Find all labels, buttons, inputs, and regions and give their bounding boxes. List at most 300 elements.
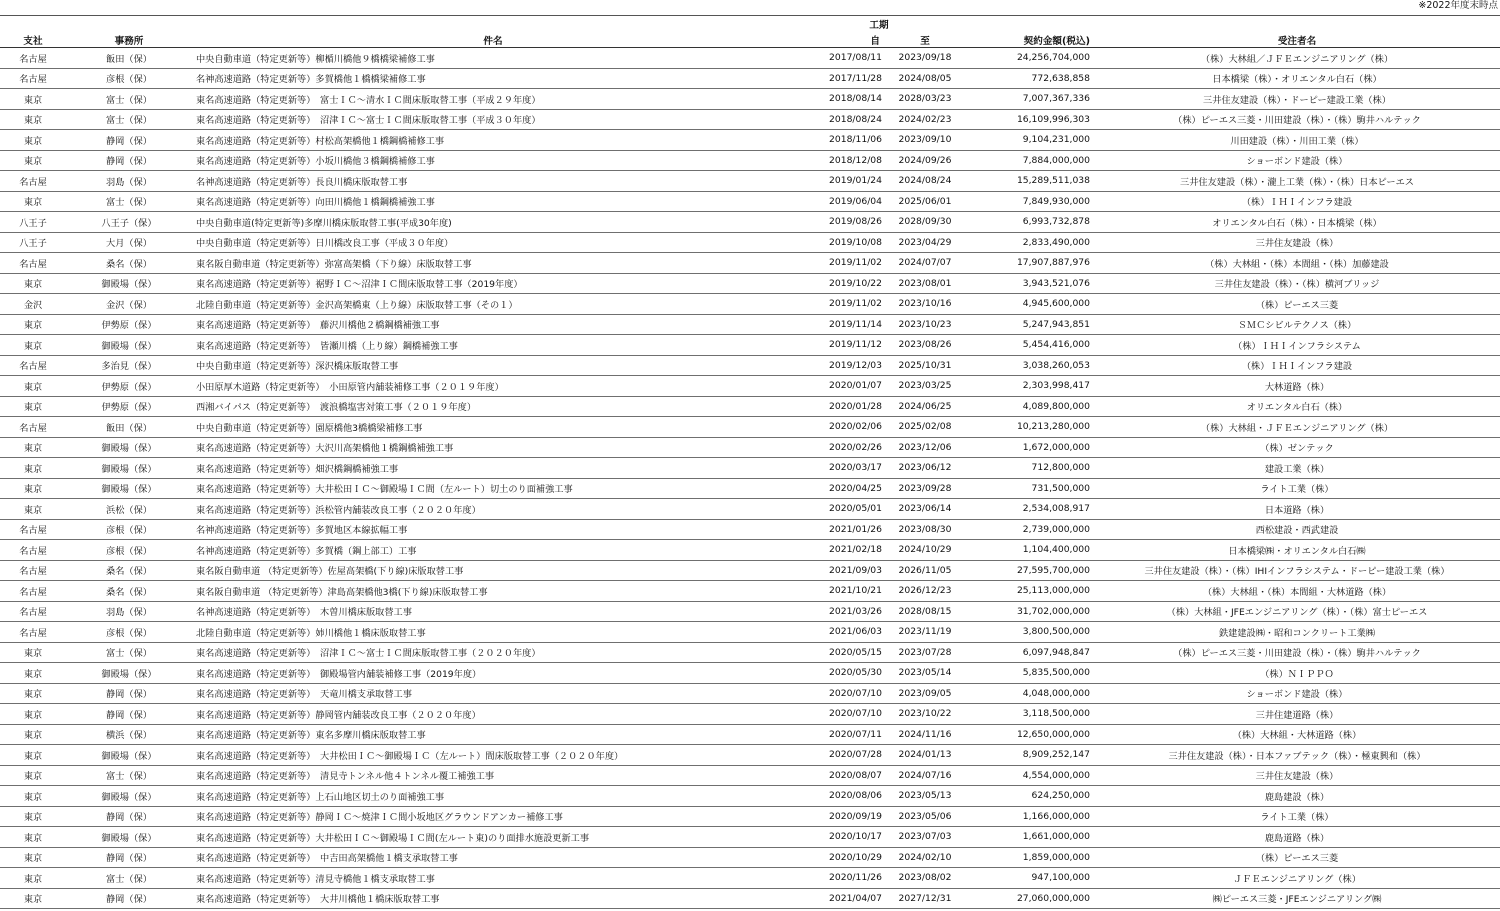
cell-amount: 947,100,000	[964, 868, 1094, 889]
table-row	[0, 601, 1500, 622]
cell-contractor: 三井住友建設（株）・（株）IHIインフラシステム・ドーピー建設工業（株）	[1094, 560, 1500, 581]
cell-branch: 東京	[0, 130, 66, 151]
cell-to: 2028/09/30	[886, 212, 964, 233]
cell-office: 御殿場（保）	[66, 663, 192, 684]
cell-from: 2021/06/03	[794, 622, 886, 643]
cell-to: 2023/12/06	[886, 437, 964, 458]
cell-branch: 東京	[0, 314, 66, 335]
cell-from: 2021/10/21	[794, 581, 886, 602]
cell-contractor: 三井住友建設（株）・（株）横河ブリッジ	[1094, 273, 1500, 294]
cell-contractor: ＳＭＣシビルテクノス（株）	[1094, 314, 1500, 335]
cell-amount: 17,907,887,976	[964, 253, 1094, 274]
cell-name: 小田原厚木道路（特定更新等） 小田原管内舗装補修工事（２０１９年度）	[192, 376, 794, 397]
cell-to: 2023/05/14	[886, 663, 964, 684]
cell-contractor: （株）大林組・大林道路（株）	[1094, 724, 1500, 745]
cell-office: 飯田（保）	[66, 48, 192, 69]
cell-from: 2020/03/17	[794, 458, 886, 479]
cell-office: 飯田（保）	[66, 417, 192, 438]
cell-contractor: ショーボンド建設（株）	[1094, 683, 1500, 704]
table-row	[0, 458, 1500, 479]
table-row	[0, 437, 1500, 458]
cell-amount: 3,038,260,053	[964, 355, 1094, 376]
cell-office: 御殿場（保）	[66, 458, 192, 479]
cell-to: 2023/09/05	[886, 683, 964, 704]
cell-branch: 金沢	[0, 294, 66, 315]
cell-amount: 731,500,000	[964, 478, 1094, 499]
table-row	[0, 581, 1500, 602]
table-row	[0, 765, 1500, 786]
cell-to: 2024/09/26	[886, 150, 964, 171]
cell-amount: 8,909,252,147	[964, 745, 1094, 766]
cell-branch: 東京	[0, 150, 66, 171]
header-contractor: 受注者名	[1094, 32, 1500, 48]
cell-from: 2019/12/03	[794, 355, 886, 376]
cell-name: 東名高速道路（特定更新等） 富士ＩＣ～清水ＩＣ間床版取替工事（平成２９年度）	[192, 89, 794, 110]
cell-name: 中央自動車道（特定更新等）日川橋改良工事（平成３０年度）	[192, 232, 794, 253]
cell-contractor: （株）ＩＨＩインフラ建設	[1094, 355, 1500, 376]
cell-name: 名神高速道路（特定更新等）多賀橋他１橋橋梁補修工事	[192, 68, 794, 89]
cell-amount: 1,166,000,000	[964, 806, 1094, 827]
cell-from: 2020/07/10	[794, 704, 886, 725]
table-row	[0, 786, 1500, 807]
cell-name: 東名阪自動車道 （特定更新等）津島高架橋他3橋(下り線)床版取替工事	[192, 581, 794, 602]
cell-branch: 名古屋	[0, 540, 66, 561]
cell-branch: 東京	[0, 888, 66, 909]
cell-contractor: ㈱ピーエス三菱・JFEエンジニアリング㈱	[1094, 888, 1500, 909]
cell-office: 富士（保）	[66, 642, 192, 663]
cell-amount: 12,650,000,000	[964, 724, 1094, 745]
cell-to: 2028/08/15	[886, 601, 964, 622]
cell-to: 2024/01/13	[886, 745, 964, 766]
cell-office: 静岡（保）	[66, 130, 192, 151]
cell-to: 2024/10/29	[886, 540, 964, 561]
cell-contractor: 日本橋梁（株）・オリエンタル白石（株）	[1094, 68, 1500, 89]
cell-contractor: 鹿島建設（株）	[1094, 786, 1500, 807]
table-body	[0, 48, 1500, 909]
cell-to: 2025/06/01	[886, 191, 964, 212]
cell-office: 静岡（保）	[66, 704, 192, 725]
cell-contractor: （株）大林組・ＪＦＥエンジニアリング（株）	[1094, 417, 1500, 438]
cell-office: 富士（保）	[66, 109, 192, 130]
cell-contractor: 鹿島道路（株）	[1094, 827, 1500, 848]
cell-to: 2024/02/10	[886, 847, 964, 868]
cell-to: 2026/12/23	[886, 581, 964, 602]
cell-name: 東名阪自動車道（特定更新等）弥富高架橋（下り線）床版取替工事	[192, 253, 794, 274]
cell-from: 2020/09/19	[794, 806, 886, 827]
cell-contractor: 日本橋梁㈱・オリエンタル白石㈱	[1094, 540, 1500, 561]
cell-branch: 東京	[0, 704, 66, 725]
cell-to: 2024/08/24	[886, 171, 964, 192]
cell-branch: 東京	[0, 642, 66, 663]
cell-office: 静岡（保）	[66, 150, 192, 171]
cell-from: 2021/02/18	[794, 540, 886, 561]
table-row	[0, 478, 1500, 499]
cell-amount: 7,884,000,000	[964, 150, 1094, 171]
cell-name: 東名高速道路（特定更新等）大沢川高架橋他１橋鋼橋補強工事	[192, 437, 794, 458]
cell-to: 2023/05/06	[886, 806, 964, 827]
cell-amount: 25,113,000,000	[964, 581, 1094, 602]
cell-branch: 八王子	[0, 232, 66, 253]
cell-contractor: ショーボンド建設（株）	[1094, 150, 1500, 171]
cell-from: 2018/08/24	[794, 109, 886, 130]
cell-name: 東名高速道路（特定更新等）浜松管内舗装改良工事（２０２０年度）	[192, 499, 794, 520]
cell-name: 東名高速道路（特定更新等） 藤沢川橋他２橋鋼橋補強工事	[192, 314, 794, 335]
cell-contractor: ＪＦＥエンジニアリング（株）	[1094, 868, 1500, 889]
cell-branch: 東京	[0, 458, 66, 479]
cell-branch: 東京	[0, 437, 66, 458]
table-row	[0, 150, 1500, 171]
table-row	[0, 806, 1500, 827]
cell-office: 伊勢原（保）	[66, 314, 192, 335]
cell-name: 北陸自動車道（特定更新等）姉川橋他１橋床版取替工事	[192, 622, 794, 643]
cell-amount: 4,048,000,000	[964, 683, 1094, 704]
cell-contractor: （株）ピーエス三菱	[1094, 294, 1500, 315]
cell-amount: 2,534,008,917	[964, 499, 1094, 520]
cell-amount: 7,007,367,336	[964, 89, 1094, 110]
cell-name: 東名高速道路（特定更新等）東名多摩川橋床版取替工事	[192, 724, 794, 745]
table-row	[0, 314, 1500, 335]
cell-office: 八王子（保）	[66, 212, 192, 233]
cell-branch: 東京	[0, 89, 66, 110]
table-row	[0, 294, 1500, 315]
cell-to: 2023/09/18	[886, 48, 964, 69]
cell-amount: 4,945,600,000	[964, 294, 1094, 315]
cell-name: 東名高速道路（特定更新等）大井松田ＩＣ～御殿場ＩＣ間(左ルート東)のり面排水施設更新工事	[192, 827, 794, 848]
header-branch: 支社	[0, 32, 66, 48]
cell-to: 2027/12/31	[886, 888, 964, 909]
cell-from: 2021/04/07	[794, 888, 886, 909]
cell-branch: 名古屋	[0, 253, 66, 274]
cell-branch: 名古屋	[0, 519, 66, 540]
cell-name: 名神高速道路（特定更新等）多賀橋（鋼上部工）工事	[192, 540, 794, 561]
cell-contractor: 川田建設（株）・川田工業（株）	[1094, 130, 1500, 151]
cell-name: 東名高速道路（特定更新等）静岡管内舗装改良工事（２０２０年度）	[192, 704, 794, 725]
cell-contractor: 三井住友建設（株）	[1094, 765, 1500, 786]
cell-name: 東名高速道路（特定更新等） 沼津ＩＣ～富士ＩＣ間床版取替工事（２０２０年度）	[192, 642, 794, 663]
cell-from: 2021/09/03	[794, 560, 886, 581]
cell-branch: 東京	[0, 786, 66, 807]
cell-name: 東名高速道路（特定更新等） 中吉田高架橋他１橋支承取替工事	[192, 847, 794, 868]
table-row	[0, 417, 1500, 438]
cell-office: 彦根（保）	[66, 519, 192, 540]
cell-to: 2023/10/23	[886, 314, 964, 335]
cell-office: 富士（保）	[66, 868, 192, 889]
table-row	[0, 642, 1500, 663]
cell-name: 北陸自動車道（特定更新等）金沢高架橋東（上り線）床版取替工事（その１）	[192, 294, 794, 315]
cell-amount: 1,661,000,000	[964, 827, 1094, 848]
cell-name: 中央自動車道（特定更新等）園原橋他3橋橋梁補修工事	[192, 417, 794, 438]
cell-amount: 15,289,511,038	[964, 171, 1094, 192]
cell-branch: 東京	[0, 376, 66, 397]
cell-office: 伊勢原（保）	[66, 396, 192, 417]
cell-branch: 名古屋	[0, 417, 66, 438]
cell-from: 2019/08/26	[794, 212, 886, 233]
cell-amount: 31,702,000,000	[964, 601, 1094, 622]
cell-branch: 東京	[0, 396, 66, 417]
cell-branch: 名古屋	[0, 581, 66, 602]
table-row	[0, 396, 1500, 417]
cell-office: 彦根（保）	[66, 68, 192, 89]
cell-name: 東名高速道路（特定更新等）清見寺橋他１橋支承取替工事	[192, 868, 794, 889]
cell-office: 羽島（保）	[66, 601, 192, 622]
table-row	[0, 663, 1500, 684]
cell-office: 御殿場（保）	[66, 745, 192, 766]
cell-office: 多治見（保）	[66, 355, 192, 376]
cell-branch: 東京	[0, 273, 66, 294]
cell-office: 彦根（保）	[66, 622, 192, 643]
cell-name: 東名高速道路（特定更新等）裾野ＩＣ～沼津ＩＣ間床版取替工事（2019年度）	[192, 273, 794, 294]
cell-name: 中央自動車道(特定更新等)多摩川橋床版取替工事(平成30年度)	[192, 212, 794, 233]
header-amount: 契約金額(税込)	[964, 32, 1094, 48]
table-row	[0, 622, 1500, 643]
cell-branch: 八王子	[0, 212, 66, 233]
cell-from: 2020/07/10	[794, 683, 886, 704]
cell-contractor: ライト工業（株）	[1094, 478, 1500, 499]
cell-amount: 9,104,231,000	[964, 130, 1094, 151]
cell-to: 2023/08/02	[886, 868, 964, 889]
cell-amount: 7,849,930,000	[964, 191, 1094, 212]
cell-from: 2020/10/17	[794, 827, 886, 848]
table-row	[0, 376, 1500, 397]
cell-name: 中央自動車道（特定更新等）柳楯川橋他９橋橋梁補修工事	[192, 48, 794, 69]
cell-from: 2019/11/02	[794, 294, 886, 315]
cell-to: 2023/09/10	[886, 130, 964, 151]
cell-to: 2023/06/12	[886, 458, 964, 479]
table-row	[0, 335, 1500, 356]
cell-name: 東名高速道路（特定更新等）畑沢橋鋼橋補強工事	[192, 458, 794, 479]
cell-to: 2023/05/13	[886, 786, 964, 807]
cell-to: 2023/08/01	[886, 273, 964, 294]
cell-branch: 東京	[0, 191, 66, 212]
cell-office: 羽島（保）	[66, 171, 192, 192]
cell-from: 2019/10/08	[794, 232, 886, 253]
cell-from: 2021/01/26	[794, 519, 886, 540]
cell-to: 2024/07/16	[886, 765, 964, 786]
cell-to: 2023/07/03	[886, 827, 964, 848]
cell-to: 2023/07/28	[886, 642, 964, 663]
cell-office: 金沢（保）	[66, 294, 192, 315]
cell-name: 名神高速道路（特定更新等） 木曽川橋床版取替工事	[192, 601, 794, 622]
cell-branch: 東京	[0, 724, 66, 745]
cell-to: 2023/03/25	[886, 376, 964, 397]
cell-from: 2020/02/06	[794, 417, 886, 438]
cell-contractor: （株）大林組／ＪＦＥエンジニアリング（株）	[1094, 48, 1500, 69]
cell-from: 2020/11/26	[794, 868, 886, 889]
cell-to: 2024/02/23	[886, 109, 964, 130]
cell-office: 彦根（保）	[66, 540, 192, 561]
cell-amount: 1,104,400,000	[964, 540, 1094, 561]
cell-branch: 東京	[0, 109, 66, 130]
cell-to: 2023/10/22	[886, 704, 964, 725]
table-row	[0, 191, 1500, 212]
cell-office: 御殿場（保）	[66, 827, 192, 848]
header-row-period	[0, 16, 1500, 33]
cell-amount: 4,554,000,000	[964, 765, 1094, 786]
cell-name: 名神高速道路（特定更新等）多賀地区本線拡幅工事	[192, 519, 794, 540]
cell-name: 東名高速道路（特定更新等）向田川橋他１橋鋼橋補強工事	[192, 191, 794, 212]
cell-amount: 16,109,996,303	[964, 109, 1094, 130]
cell-office: 富士（保）	[66, 89, 192, 110]
cell-branch: 東京	[0, 499, 66, 520]
table-row	[0, 827, 1500, 848]
cell-to: 2023/10/16	[886, 294, 964, 315]
table-row	[0, 68, 1500, 89]
cell-name: 東名高速道路（特定更新等）上石山地区切土のり面補強工事	[192, 786, 794, 807]
cell-amount: 2,303,998,417	[964, 376, 1094, 397]
table-header	[0, 16, 1500, 48]
cell-name: 中央自動車道（特定更新等）深沢橋床版取替工事	[192, 355, 794, 376]
cell-to: 2024/06/25	[886, 396, 964, 417]
cell-amount: 4,089,800,000	[964, 396, 1094, 417]
cell-contractor: 三井住友建設（株）・ドーピー建設工業（株）	[1094, 89, 1500, 110]
cell-from: 2018/12/08	[794, 150, 886, 171]
cell-from: 2020/01/28	[794, 396, 886, 417]
cell-from: 2018/11/06	[794, 130, 886, 151]
cell-to: 2025/02/08	[886, 417, 964, 438]
cell-contractor: （株）ＮＩＰＰＯ	[1094, 663, 1500, 684]
cell-from: 2021/03/26	[794, 601, 886, 622]
cell-from: 2020/04/25	[794, 478, 886, 499]
cell-amount: 5,247,943,851	[964, 314, 1094, 335]
cell-contractor: 日本道路（株）	[1094, 499, 1500, 520]
cell-name: 東名高速道路（特定更新等） 大井川橋他１橋床版取替工事	[192, 888, 794, 909]
cell-contractor: （株）大林組・（株）本間組・大林道路（株）	[1094, 581, 1500, 602]
cell-amount: 24,256,704,000	[964, 48, 1094, 69]
header-row-columns	[0, 32, 1500, 48]
cell-amount: 3,800,500,000	[964, 622, 1094, 643]
cell-office: 桑名（保）	[66, 581, 192, 602]
cell-to: 2026/11/05	[886, 560, 964, 581]
cell-contractor: オリエンタル白石（株）・日本橋梁（株）	[1094, 212, 1500, 233]
cell-from: 2020/10/29	[794, 847, 886, 868]
cell-from: 2020/01/07	[794, 376, 886, 397]
cell-contractor: 三井住友建設（株）・日本ファブテック（株）・極東興和（株）	[1094, 745, 1500, 766]
cell-branch: 名古屋	[0, 622, 66, 643]
cell-branch: 東京	[0, 663, 66, 684]
cell-amount: 3,943,521,076	[964, 273, 1094, 294]
cell-name: 東名高速道路（特定更新等） 皆瀬川橋（上り線）鋼橋補強工事	[192, 335, 794, 356]
cell-contractor: 三井住友建設（株）	[1094, 232, 1500, 253]
cell-branch: 名古屋	[0, 560, 66, 581]
table-row	[0, 89, 1500, 110]
cell-contractor: （株）大林組・JFEエンジニアリング（株）・（株）富士ピーエス	[1094, 601, 1500, 622]
table-row	[0, 499, 1500, 520]
cell-office: 御殿場（保）	[66, 437, 192, 458]
cell-branch: 名古屋	[0, 355, 66, 376]
cell-branch: 東京	[0, 765, 66, 786]
cell-name: 東名阪自動車道 （特定更新等）佐屋高架橋(下り線)床版取替工事	[192, 560, 794, 581]
cell-office: 浜松（保）	[66, 499, 192, 520]
cell-name: 東名高速道路（特定更新等） 清見寺トンネル他４トンネル覆工補強工事	[192, 765, 794, 786]
header-from: 自	[794, 32, 886, 48]
cell-name: 東名高速道路（特定更新等） 天竜川橋支承取替工事	[192, 683, 794, 704]
cell-amount: 1,859,000,000	[964, 847, 1094, 868]
cell-branch: 東京	[0, 683, 66, 704]
cell-contractor: （株）大林組・（株）本間組・（株）加藤建設	[1094, 253, 1500, 274]
cell-office: 富士（保）	[66, 765, 192, 786]
header-name: 件名	[192, 32, 794, 48]
cell-amount: 624,250,000	[964, 786, 1094, 807]
header-office: 事務所	[66, 32, 192, 48]
cell-amount: 3,118,500,000	[964, 704, 1094, 725]
cell-office: 伊勢原（保）	[66, 376, 192, 397]
cell-office: 横浜（保）	[66, 724, 192, 745]
header-period: 工期	[794, 16, 964, 33]
cell-branch: 東京	[0, 335, 66, 356]
cell-name: 東名高速道路（特定更新等） 御殿場管内舗装補修工事（2019年度）	[192, 663, 794, 684]
table-row	[0, 888, 1500, 909]
cell-branch: 東京	[0, 478, 66, 499]
cell-amount: 5,835,500,000	[964, 663, 1094, 684]
cell-to: 2024/08/05	[886, 68, 964, 89]
cell-name: 東名高速道路（特定更新等）小坂川橋他３橋鋼橋補修工事	[192, 150, 794, 171]
cell-branch: 東京	[0, 868, 66, 889]
cell-office: 桑名（保）	[66, 253, 192, 274]
cell-amount: 712,800,000	[964, 458, 1094, 479]
cell-branch: 東京	[0, 827, 66, 848]
header-to: 至	[886, 32, 964, 48]
cell-name: 東名高速道路（特定更新等）静岡ＩＣ～焼津ＩＣ間小坂地区グラウンドアンカー補修工事	[192, 806, 794, 827]
cell-from: 2020/08/06	[794, 786, 886, 807]
cell-contractor: 建設工業（株）	[1094, 458, 1500, 479]
cell-contractor: ライト工業（株）	[1094, 806, 1500, 827]
cell-office: 静岡（保）	[66, 888, 192, 909]
cell-office: 御殿場（保）	[66, 786, 192, 807]
cell-contractor: （株）ピーエス三菱・川田建設（株）・（株）駒井ハルテック	[1094, 109, 1500, 130]
cell-amount: 772,638,858	[964, 68, 1094, 89]
cell-contractor: （株）ピーエス三菱・川田建設（株）・（株）駒井ハルテック	[1094, 642, 1500, 663]
cell-branch: 東京	[0, 745, 66, 766]
cell-to: 2024/11/16	[886, 724, 964, 745]
cell-contractor: オリエンタル白石（株）	[1094, 396, 1500, 417]
cell-from: 2019/06/04	[794, 191, 886, 212]
cell-to: 2024/07/07	[886, 253, 964, 274]
cell-office: 桑名（保）	[66, 560, 192, 581]
table-row	[0, 171, 1500, 192]
cell-from: 2020/05/15	[794, 642, 886, 663]
table-row	[0, 273, 1500, 294]
cell-contractor: 鉄建建設㈱・昭和コンクリート工業㈱	[1094, 622, 1500, 643]
table-row	[0, 724, 1500, 745]
table-row	[0, 519, 1500, 540]
cell-to: 2023/11/19	[886, 622, 964, 643]
cell-amount: 6,993,732,878	[964, 212, 1094, 233]
cell-from: 2017/11/28	[794, 68, 886, 89]
table-row	[0, 540, 1500, 561]
cell-contractor: 三井住建道路（株）	[1094, 704, 1500, 725]
cell-office: 静岡（保）	[66, 847, 192, 868]
cell-from: 2020/08/07	[794, 765, 886, 786]
cell-from: 2019/01/24	[794, 171, 886, 192]
cell-branch: 名古屋	[0, 48, 66, 69]
cell-to: 2028/03/23	[886, 89, 964, 110]
table-row	[0, 847, 1500, 868]
cell-office: 御殿場（保）	[66, 273, 192, 294]
cell-branch: 名古屋	[0, 171, 66, 192]
cell-contractor: 三井住友建設（株）・瀧上工業（株）・（株）日本ピーエス	[1094, 171, 1500, 192]
table-row	[0, 253, 1500, 274]
cell-office: 御殿場（保）	[66, 335, 192, 356]
cell-amount: 1,672,000,000	[964, 437, 1094, 458]
cell-to: 2023/04/29	[886, 232, 964, 253]
cell-amount: 27,595,700,000	[964, 560, 1094, 581]
cell-contractor: （株）ゼンテック	[1094, 437, 1500, 458]
table-row	[0, 48, 1500, 69]
table-row	[0, 683, 1500, 704]
cell-to: 2023/06/14	[886, 499, 964, 520]
cell-from: 2018/08/14	[794, 89, 886, 110]
cell-branch: 東京	[0, 847, 66, 868]
